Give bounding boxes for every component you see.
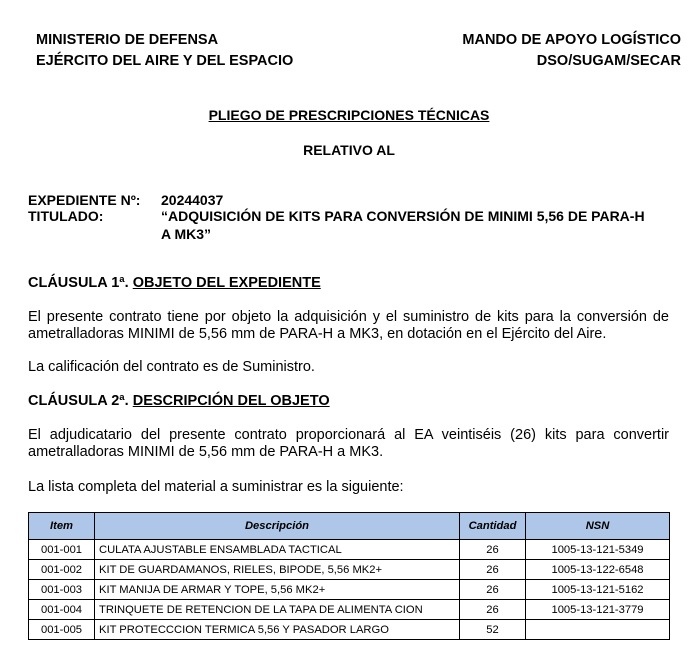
header-descripcion: Descripción — [95, 513, 460, 540]
clause-1-title: OBJETO DEL EXPEDIENTE — [132, 275, 321, 291]
table-header-row — [29, 513, 670, 540]
cell-item: 001-002 — [29, 560, 95, 580]
clause-1-heading — [28, 275, 321, 291]
header-right — [462, 30, 681, 72]
clause-1-paragraph-2: La calificación del contrato es de Suministro. — [28, 359, 315, 375]
header-left — [36, 30, 293, 72]
document-subtitle: RELATIVO AL — [303, 142, 395, 158]
cell-descripcion: TRINQUETE DE RETENCION DE LA TAPA DE ALIMENTA CION — [95, 600, 460, 620]
titulado-line-1: “ADQUISICIÓN DE KITS PARA CONVERSIÓN DE MINIMI 5,56 DE PARA-H — [161, 208, 645, 224]
clause-2-paragraph-2: La lista completa del material a suministrar es la siguiente: — [28, 479, 404, 495]
department-code: DSO/SUGAM/SECAR — [536, 53, 681, 69]
cell-item: 001-004 — [29, 600, 95, 620]
cell-item: 001-003 — [29, 580, 95, 600]
expediente-label: EXPEDIENTE Nº: — [28, 192, 141, 208]
air-force-name: EJÉRCITO DEL AIRE Y DEL ESPACIO — [36, 53, 294, 69]
clause-1-paragraph-line-2: ametralladoras MINIMI de 5,56 mm de PARA-H a MK3, en dotación en el Ejército del Aire. — [28, 326, 607, 342]
clause-2-heading — [28, 393, 330, 409]
titulado-label: TITULADO: — [28, 208, 104, 224]
cell-descripcion: KIT MANIJA DE ARMAR Y TOPE, 5,56 MK2+ — [95, 580, 460, 600]
table-row — [29, 540, 670, 560]
material-table — [28, 512, 670, 640]
expediente-number: 20244037 — [161, 192, 224, 208]
titulado-line-2: A MK3” — [161, 226, 212, 242]
header-nsn: NSN — [526, 513, 670, 540]
cell-cantidad: 26 — [460, 540, 526, 560]
cell-descripcion: KIT PROTECCCION TERMICA 5,56 Y PASADOR LARGO — [95, 620, 460, 640]
table-row — [29, 620, 670, 640]
command-name: MANDO DE APOYO LOGÍSTICO — [462, 32, 681, 48]
document-title: PLIEGO DE PRESCRIPCIONES TÉCNICAS — [208, 107, 490, 123]
table-row — [29, 560, 670, 580]
cell-descripcion: CULATA AJUSTABLE ENSAMBLADA TACTICAL — [95, 540, 460, 560]
cell-descripcion: KIT DE GUARDAMANOS, RIELES, BIPODE, 5,56 MK2+ — [95, 560, 460, 580]
cell-item: 001-005 — [29, 620, 95, 640]
clause-1-paragraph-line-1: El presente contrato tiene por objeto la adquisición y el suministro de kits para la conversión de — [28, 309, 669, 325]
cell-item: 001-001 — [29, 540, 95, 560]
ministry-name: MINISTERIO DE DEFENSA — [36, 32, 219, 48]
clause-1-prefix: CLÁUSULA 1ª. — [28, 275, 129, 291]
header-item: Item — [29, 513, 95, 540]
cell-nsn: 1005-13-122-6548 — [526, 560, 670, 580]
cell-nsn: 1005-13-121-5349 — [526, 540, 670, 560]
cell-nsn: 1005-13-121-5162 — [526, 580, 670, 600]
header-cantidad: Cantidad — [460, 513, 526, 540]
clause-2-prefix: CLÁUSULA 2ª. — [28, 393, 129, 409]
cell-nsn: 1005-13-121-3779 — [526, 600, 670, 620]
clause-2-paragraph-line-1: El adjudicatario del presente contrato proporcionará al EA veintiséis (26) kits para convertir — [28, 427, 669, 443]
cell-cantidad: 26 — [460, 580, 526, 600]
clause-2-title: DESCRIPCIÓN DEL OBJETO — [132, 393, 330, 409]
clause-2-paragraph-line-2: ametralladoras MINIMI de 5,56 mm de PARA-H a MK3. — [28, 444, 384, 460]
cell-cantidad: 26 — [460, 560, 526, 580]
table-row — [29, 580, 670, 600]
table-row — [29, 600, 670, 620]
cell-nsn — [526, 620, 670, 640]
cell-cantidad: 26 — [460, 600, 526, 620]
cell-cantidad: 52 — [460, 620, 526, 640]
